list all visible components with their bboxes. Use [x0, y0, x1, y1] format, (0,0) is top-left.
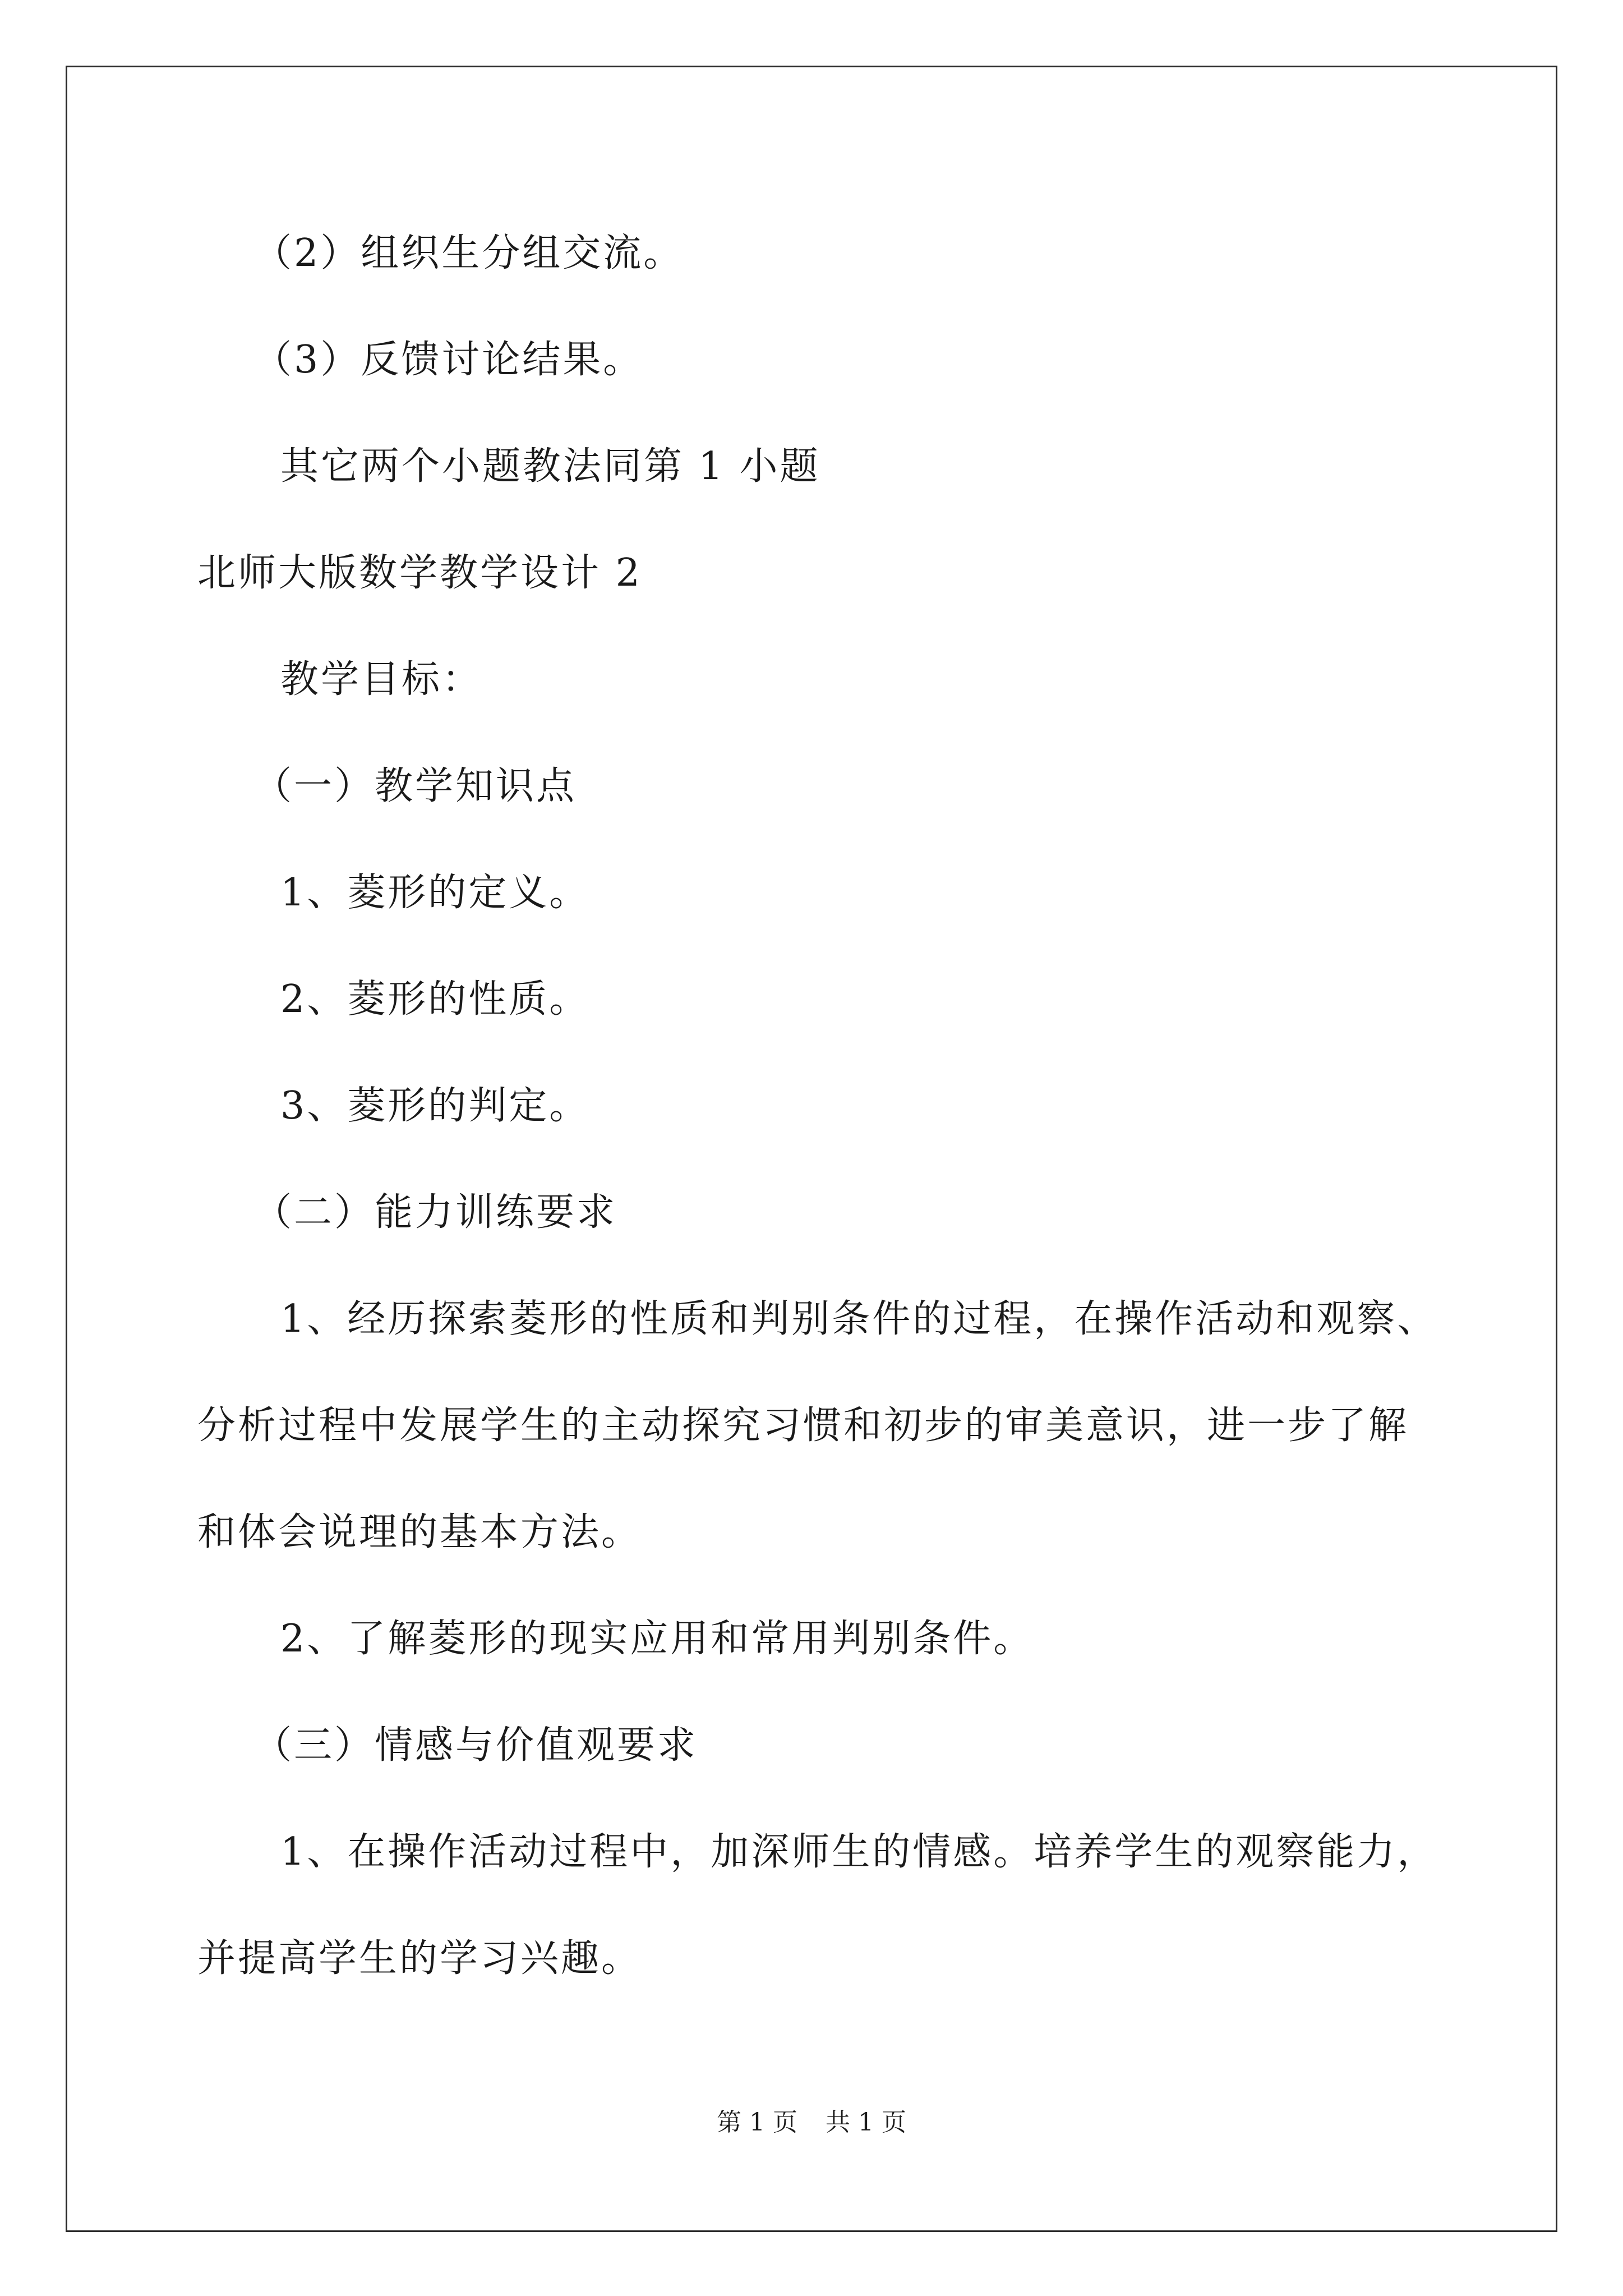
list-item: 2、菱形的性质。: [280, 977, 590, 1022]
paragraph-line: 分析过程中发展学生的主动探究习惯和初步的审美意识，进一步了解: [197, 1404, 1409, 1448]
list-item: 1、菱形的定义。: [280, 871, 590, 915]
subheading-values: （三）情感与价值观要求: [253, 1723, 698, 1768]
item-3-text: （3）反馈讨论结果。: [253, 338, 644, 382]
item-2-text: （2）组织生分组交流。: [253, 231, 684, 275]
page-number: 第 1 页: [717, 2108, 797, 2137]
section-title: 北师大版数学教学设计 2: [197, 551, 642, 595]
list-item: 2、了解菱形的现实应用和常用判别条件。: [280, 1617, 1034, 1661]
page-footer: [0, 2106, 1623, 2139]
paragraph-line: 1、在操作活动过程中，加深师生的情感。培养学生的观察能力，: [280, 1830, 1438, 1874]
paragraph-line: 和体会说理的基本方法。: [197, 1510, 642, 1554]
paragraph-line: 并提高学生的学习兴趣。: [197, 1936, 642, 1981]
page-count: 共 1 页: [826, 2108, 906, 2137]
paragraph-line: 1、经历探索菱形的性质和判别条件的过程，在操作活动和观察、: [280, 1297, 1438, 1341]
method-note: 其它两个小题教法同第 1 小题: [280, 444, 820, 489]
objectives-heading: 教学目标：: [280, 657, 483, 702]
subheading-knowledge: （一）教学知识点: [253, 764, 577, 808]
page-border: [66, 66, 1557, 2232]
subheading-ability: （二）能力训练要求: [253, 1190, 617, 1235]
list-item: 3、菱形的判定。: [280, 1084, 590, 1128]
